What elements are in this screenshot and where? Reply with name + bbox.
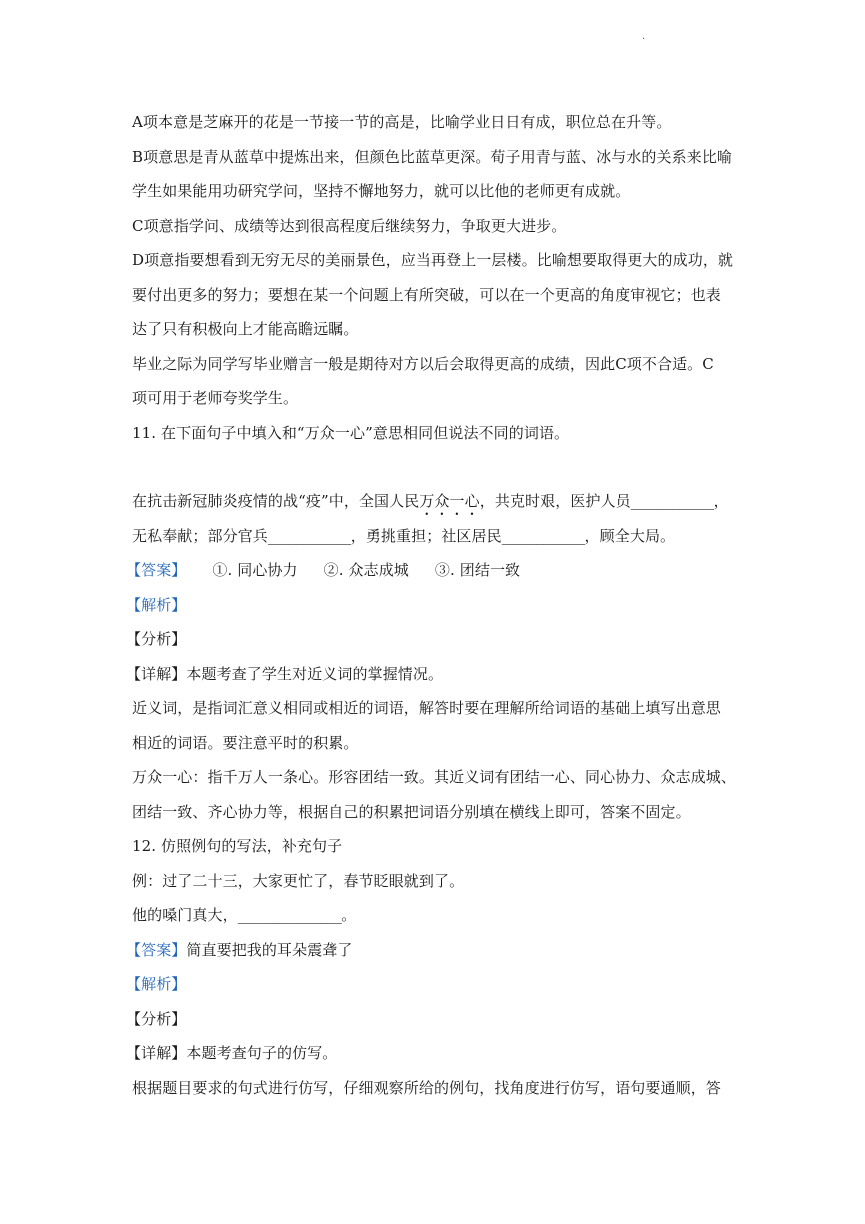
q11-sentence-text: ，共克时艰，医护人员: [479, 492, 631, 510]
question-11: 11. 在下面句子中填入和“万众一心”意思相同但说法不同的词语。: [132, 423, 570, 442]
q12-example: 例：过了二十三，大家更忙了，春节眨眼就到了。: [132, 871, 465, 890]
document-body: [126, 108, 742, 1108]
q11-sentence-line-2: [132, 522, 742, 557]
question-12: 12. 仿照例句的写法，补充句子: [132, 837, 343, 855]
detail-label: 【详解】: [126, 1044, 187, 1062]
option-d-explanation-1: D项意指要想看到无穷无尽的美丽景色，应当再登上一层楼。比喻想要取得更大的成功，就: [132, 251, 734, 269]
q11-analysis-label: [126, 591, 742, 626]
q11-detail: [126, 660, 742, 695]
fenxi-label: 【分析】: [126, 630, 187, 648]
spacer: [132, 453, 742, 487]
q12-answer: [126, 936, 742, 971]
summary-line-2: 项可用于老师夸奖学生。: [132, 389, 299, 407]
q11-paragraph-2b: 团结一致、齐心协力等，根据自己的积累把词语分别填在横线上即可，答案不固定。: [132, 802, 691, 821]
q11-answer: [126, 556, 742, 591]
analysis-label: 【解析】: [126, 595, 187, 614]
answer-label: 【答案】: [126, 940, 187, 959]
fill-blank-q12[interactable]: _______________: [237, 906, 342, 924]
analysis-label: 【解析】: [126, 975, 187, 993]
q12-prompt-end: 。: [341, 906, 357, 924]
option-b-explanation-1: B项意思是青从蓝草中提炼出来，但颜色比蓝草更深。荀子用青与蓝、冰与水的关系来比喻: [132, 147, 733, 166]
q12-prompt-text: 他的嗓门真大，: [132, 906, 238, 924]
q11-paragraph-2a: 万众一心：指千万人一条心。形容团结一致。其近义词有团结一心、同心协力、众志成城、: [132, 768, 737, 786]
answer-item-1: ①. 同心协力: [212, 561, 298, 579]
q11-paragraph-1b: 相近的词语。要注意平时的积累。: [132, 733, 359, 752]
answer-item-2: ②. 众志成城: [323, 561, 409, 579]
detail-text: 本题考查了学生对近义词的掌握情况。: [186, 664, 444, 683]
q11-fenxi-label: [126, 625, 742, 660]
fenxi-label: 【分析】: [126, 1009, 187, 1028]
fill-blank-3[interactable]: ____________: [501, 526, 585, 545]
emphasis-text: 万众一心: [419, 492, 480, 510]
fill-blank-1[interactable]: ____________: [630, 492, 714, 510]
q11-sentence-text: 无私奉献；部分官兵: [132, 526, 268, 545]
answer-label: 【答案】: [126, 561, 187, 579]
detail-label: 【详解】: [126, 664, 187, 683]
q11-sentence-line-1: [132, 487, 742, 522]
q12-prompt: [132, 901, 742, 936]
q11-paragraph-1a: 近义词，是指词汇意义相同或相近的词语，解答时要在理解所给词语的基础上填写出意思: [132, 699, 721, 717]
page-mark: ·: [642, 34, 646, 45]
q12-analysis-label: [126, 970, 742, 1005]
q12-fenxi-label: [126, 1005, 742, 1040]
q11-sentence-text: 在抗击新冠肺炎疫情的战“疫”中，全国人民: [132, 492, 420, 510]
fill-blank-2[interactable]: ____________: [267, 526, 351, 545]
option-c-explanation: C项意指学问、成绩等达到很高程度后继续努力，争取更大进步。: [132, 216, 567, 235]
q12-last-line: 根据题目要求的句式进行仿写，仔细观察所给的例句，找角度进行仿写，语句要通顺，答: [132, 1078, 721, 1097]
option-d-explanation-2: 要付出更多的努力；要想在某一个问题上有所突破，可以在一个更高的角度审视它；也表: [132, 285, 721, 304]
q11-sentence-text: ，顾全大局。: [584, 526, 676, 545]
option-a-explanation: A项本意是芝麻开的花是一节接一节的高是，比喻学业日日有成，职位总在升等。: [132, 113, 672, 131]
option-b-explanation-2: 学生如果能用功研究学问，坚持不懈地努力，就可以比他的老师更有成就。: [132, 182, 631, 200]
q11-sentence-text: ，勇挑重担；社区居民: [350, 526, 502, 545]
option-d-explanation-3: 达了只有积极向上才能高瞻远瞩。: [132, 320, 359, 338]
q11-sentence-text: ，: [713, 492, 729, 510]
detail-text: 本题考查句子的仿写。: [186, 1044, 338, 1062]
answer-text: 简直要把我的耳朵震聋了: [186, 940, 353, 959]
summary-line-1: 毕业之际为同学写毕业赠言一般是期待对方以后会取得更高的成绩，因此C项不合适。C: [132, 354, 714, 373]
answer-item-3: ③. 团结一致: [434, 561, 521, 579]
q12-detail: [126, 1039, 742, 1074]
q11-emphasized-word: [419, 492, 479, 510]
